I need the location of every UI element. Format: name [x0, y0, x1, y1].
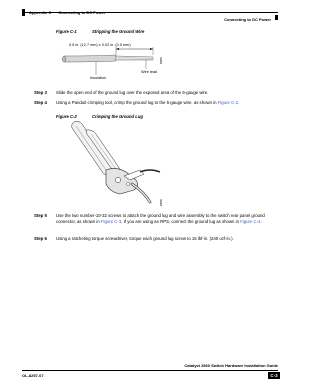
step-5-end: .	[260, 219, 262, 224]
wire-insulation	[64, 55, 116, 62]
step-6-text: Using a ratcheting torque screwdriver, torque each ground lug screw to 15 lbf-in. (240 ozf-in.).	[56, 236, 234, 241]
figure-c2-number: Figure C-2	[56, 114, 77, 119]
dimension-arrowhead-right	[150, 48, 153, 50]
step-4-text: Using a Panduit crimping tool, crimp the ground lug to the 6-gauge wire, as shown in	[56, 100, 218, 105]
figure-c4-link[interactable]: Figure C-4	[240, 219, 261, 224]
figure-c2-illustration	[56, 120, 166, 208]
step-4-number: Step 4	[34, 100, 47, 105]
footer-guide-title: Catalyst 2960 Switch Hardware Installation Guide	[184, 363, 278, 368]
step-5-mid: . If you are using an RPS, connect the ground lug as shown in	[121, 219, 241, 224]
crimper-pivot	[115, 177, 120, 182]
figure-c2-link[interactable]: Figure C-2	[217, 100, 239, 105]
step-3-number: Step 3	[34, 90, 47, 95]
header-right-mark	[275, 15, 278, 20]
figure-c1-number: Figure C-1	[56, 29, 77, 34]
figure-c2-title: Crimping the Ground Lug	[92, 114, 143, 119]
footer-page-number: C-3	[268, 372, 280, 379]
crimper-jaws	[106, 168, 138, 194]
header-right-title: Connecting to DC Power	[224, 17, 271, 22]
step-3-text: Slide the open end of the ground lug over the exposed area of the 6-gauge wire.	[56, 90, 209, 95]
figure-c1-wire-lead-label: Wire lead	[141, 70, 158, 74]
step-5-text: Use the two number-10-32 screws to attach the ground lug and wire assembly to the switch rear panel ground connector, as shown in	[56, 213, 265, 224]
figure-c1-caption	[56, 29, 144, 34]
figure-c1-illustration	[56, 36, 166, 82]
step-4-end: .	[238, 100, 240, 105]
figure-c1-insulation-label: Insulation	[90, 76, 107, 80]
figure-c2-caption	[56, 114, 143, 119]
step-6-number: Step 6	[34, 236, 47, 241]
crimper-handle-lower	[72, 121, 113, 175]
step-5-number: Step 5	[34, 213, 47, 218]
figure-c2-ref-id: 60556	[160, 199, 163, 206]
dimension-arrowhead-left	[116, 48, 119, 50]
footer-rule	[22, 370, 278, 371]
figure-c1-ref-id: 60555	[160, 57, 163, 64]
footer-doc-number: OL-8257-07	[22, 373, 44, 378]
step-4	[34, 100, 278, 106]
figure-c1-title: Stripping the Ground Wire	[92, 29, 145, 34]
step-5	[34, 213, 278, 225]
step-6	[34, 236, 278, 242]
figure-c3-link[interactable]: Figure C-3	[100, 219, 122, 224]
header-rule	[22, 12, 278, 13]
figure-c1-dimension-label: 0.5 in. (12.7 mm) ± 0.02 in. (0.5 mm)	[69, 43, 131, 47]
step-3	[34, 90, 278, 96]
